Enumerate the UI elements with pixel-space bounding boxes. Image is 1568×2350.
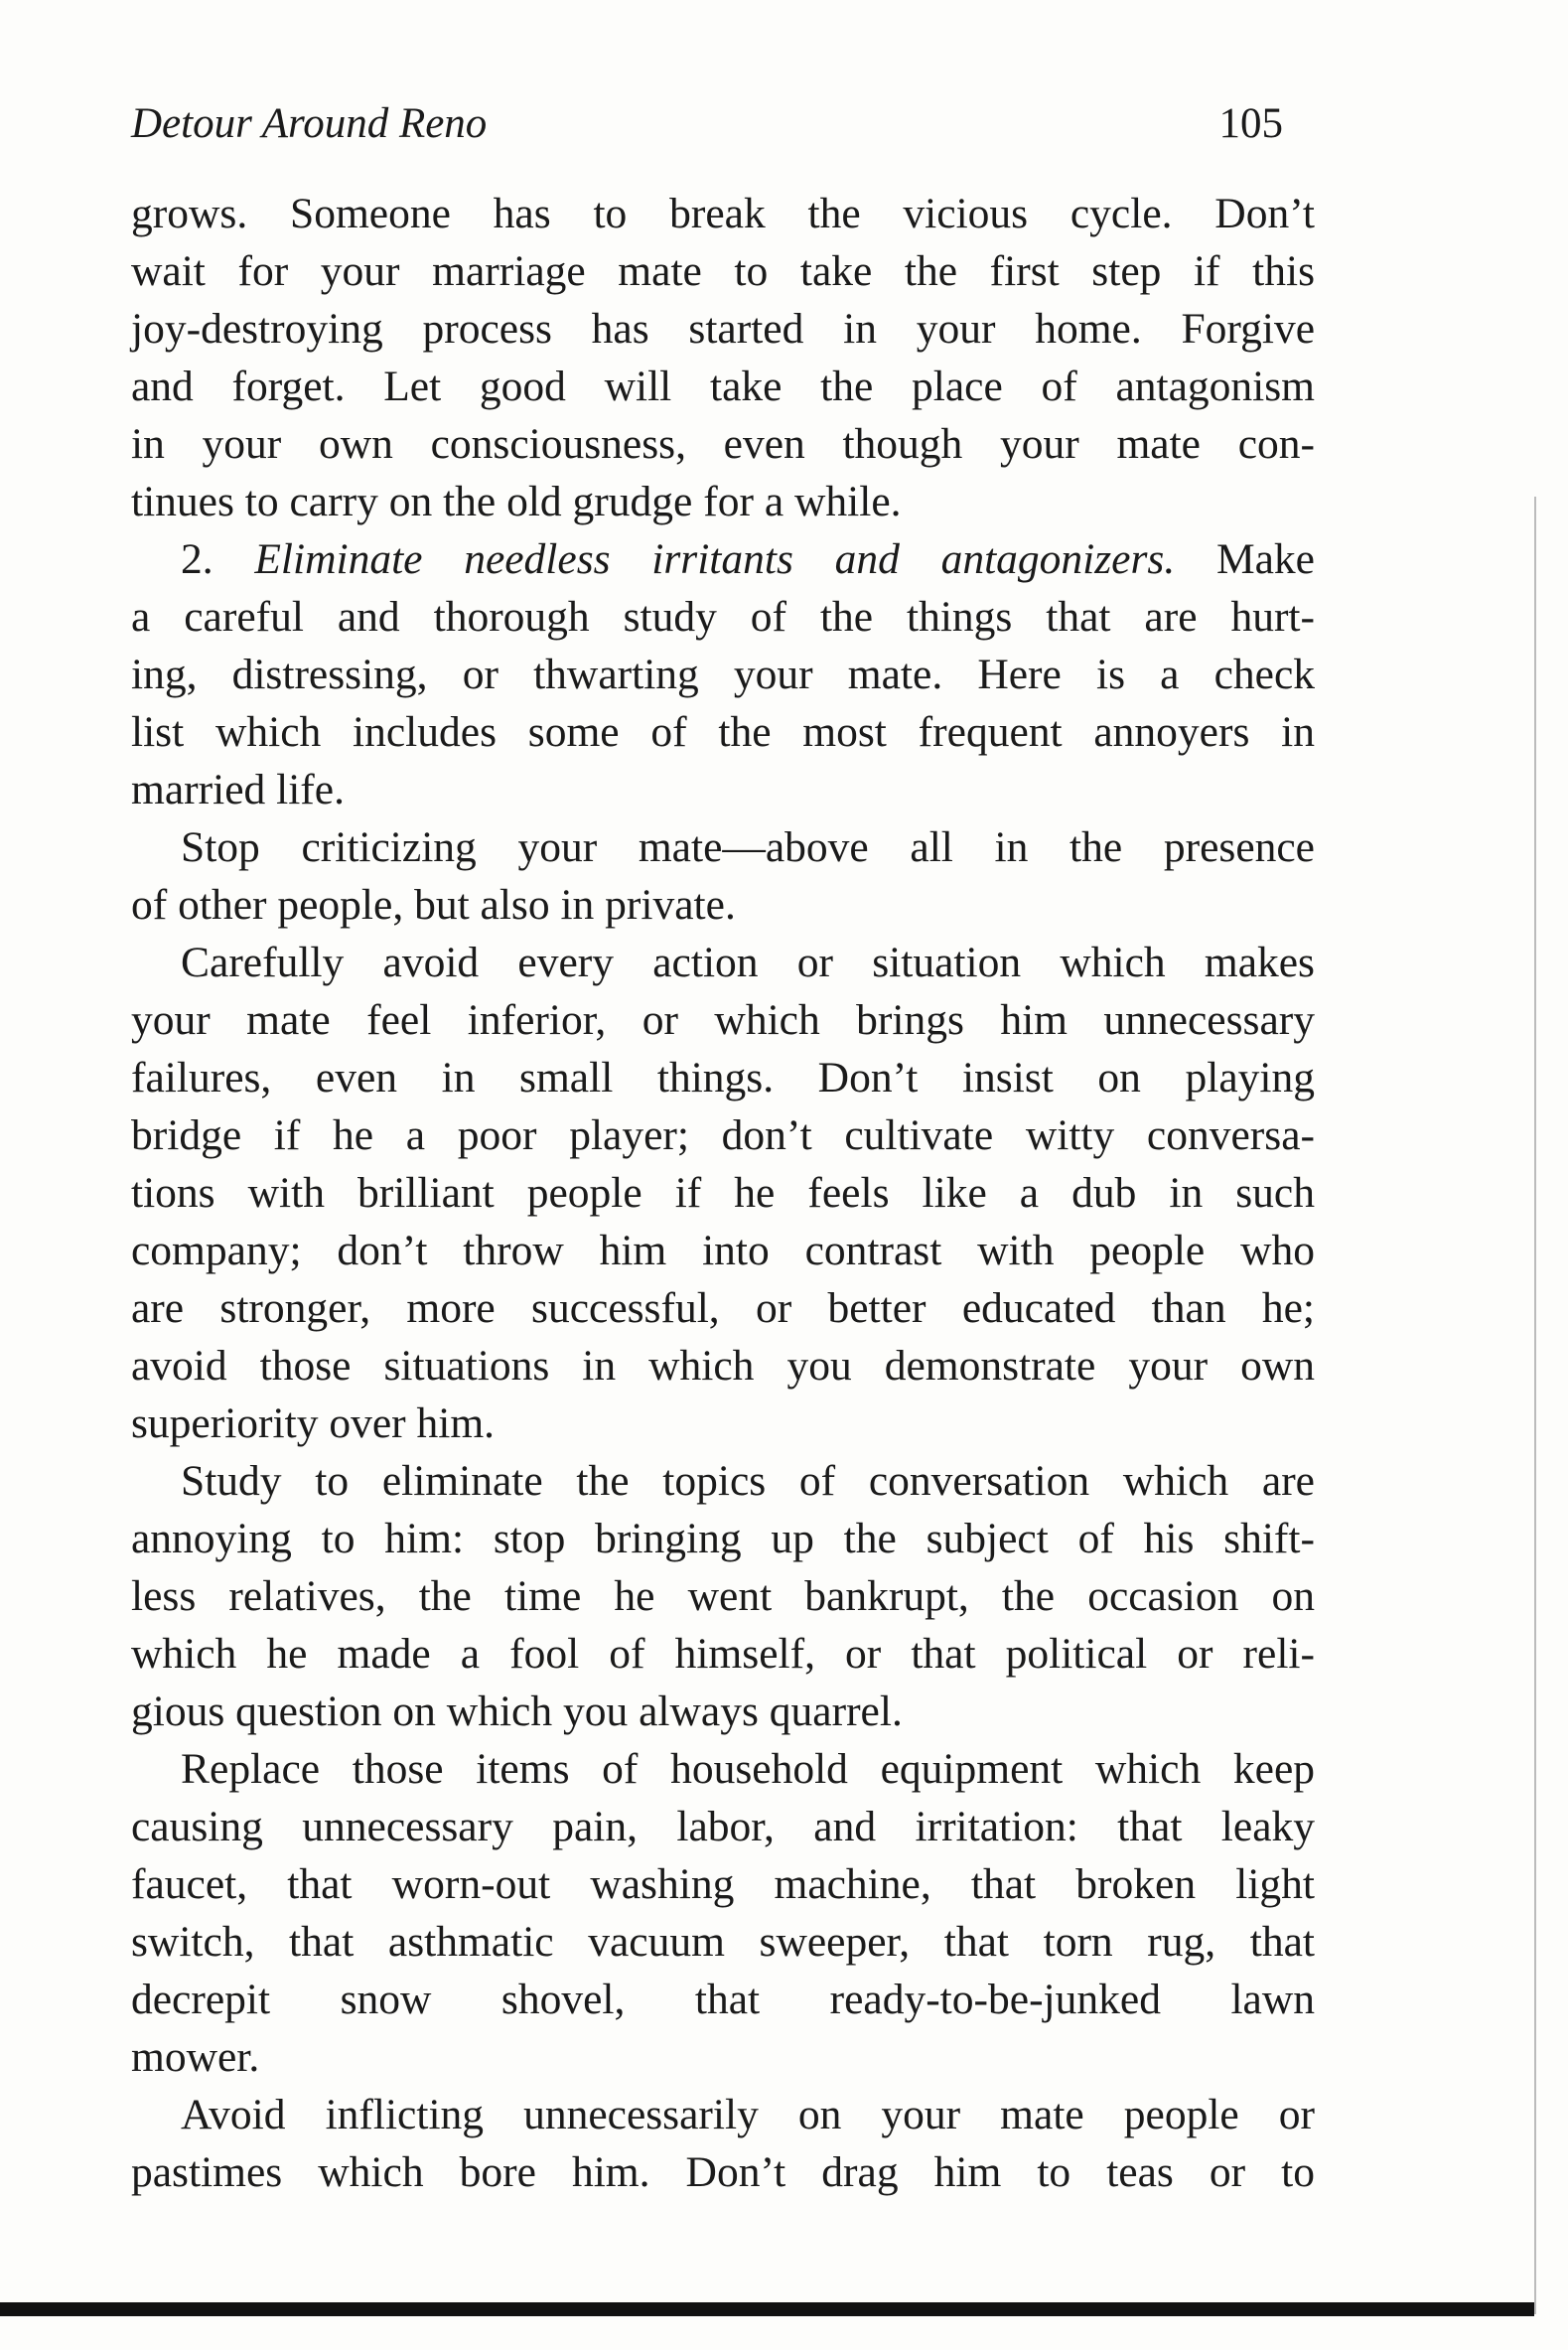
- line-text: tinues to carry on the old grudge for a while.: [131, 478, 902, 525]
- line-text: wait for your marriage mate to take the first step if this: [131, 247, 1315, 295]
- line-text: failures, even in small things. Don’t insist on playing: [131, 1054, 1315, 1102]
- line-text: pastimes which bore him. Don’t drag him to teas or to: [131, 2148, 1315, 2196]
- text-line: [131, 1913, 1315, 1971]
- line-text: ing, distressing, or thwarting your mate. Here is a check: [131, 651, 1315, 698]
- line-text: of other people, but also in private.: [131, 881, 736, 929]
- text-line: [131, 1395, 1315, 1452]
- text-line: [131, 1164, 1315, 1222]
- line-text: tions with brilliant people if he feels like a dub in such: [131, 1169, 1315, 1217]
- text-line: [131, 1683, 1315, 1740]
- line-text: a careful and thorough study of the things that are hurt-: [131, 593, 1315, 641]
- text-line: [131, 1855, 1315, 1913]
- text-line: [131, 818, 1315, 876]
- text-line: [131, 358, 1315, 415]
- text-line: [131, 588, 1315, 646]
- text-line: [131, 415, 1315, 473]
- text-line: [131, 761, 1315, 818]
- line-text: superiority over him.: [131, 1399, 496, 1447]
- line-text: switch, that asthmatic vacuum sweeper, that torn rug, that: [131, 1918, 1315, 1966]
- line-text: company; don’t throw him into contrast with people who: [131, 1227, 1315, 1274]
- line-text: are stronger, more successful, or better educated than he;: [131, 1284, 1315, 1332]
- text-line: [131, 185, 1315, 242]
- line-text: married life.: [131, 766, 345, 813]
- line-text: faucet, that worn-out washing machine, that broken light: [131, 1860, 1315, 1908]
- line-text: and forget. Let good will take the place of antagonism: [131, 363, 1315, 410]
- line-text: Make: [1175, 535, 1315, 583]
- line-text: which he made a fool of himself, or that political or reli-: [131, 1630, 1315, 1678]
- text-line: [131, 1106, 1315, 1164]
- text-line: [131, 1567, 1315, 1625]
- line-text: causing unnecessary pain, labor, and irritation: that leaky: [131, 1803, 1315, 1850]
- page-header: [131, 99, 1283, 159]
- text-line: [131, 2143, 1315, 2201]
- line-text: Study to eliminate the topics of conversation which are: [181, 1457, 1315, 1505]
- line-text: Avoid inflicting unnecessarily on your mate people or: [181, 2091, 1315, 2138]
- scan-right-edge: [1534, 497, 1536, 2314]
- line-text: grows. Someone has to break the vicious cycle. Don’t: [131, 190, 1315, 237]
- text-line: [131, 1798, 1315, 1855]
- text-line: [131, 934, 1315, 991]
- list-number: 2.: [181, 535, 255, 583]
- text-line: [131, 646, 1315, 703]
- text-line: [131, 703, 1315, 761]
- line-text: less relatives, the time he went bankrupt, the occasion on: [131, 1572, 1315, 1620]
- text-line: [131, 1510, 1315, 1567]
- scan-bottom-edge: [0, 2302, 1534, 2316]
- line-text: bridge if he a poor player; don’t cultivate witty conversa-: [131, 1111, 1315, 1159]
- text-line: [131, 876, 1315, 934]
- page-number: 105: [1218, 100, 1283, 147]
- line-text: decrepit snow shovel, that ready-to-be-junked lawn: [131, 1976, 1315, 2023]
- line-text: Stop criticizing your mate—above all in the presence: [181, 823, 1315, 871]
- text-line: [131, 300, 1315, 358]
- text-line: [131, 1279, 1315, 1337]
- line-text: Carefully avoid every action or situation which makes: [181, 939, 1315, 986]
- line-text: annoying to him: stop bringing up the subject of his shift-: [131, 1515, 1315, 1562]
- text-line: [131, 473, 1315, 530]
- line-text: mower.: [131, 2033, 260, 2081]
- running-title: Detour Around Reno: [131, 100, 488, 147]
- text-line: [131, 1049, 1315, 1106]
- body-text: [131, 185, 1315, 2201]
- text-line: [131, 1337, 1315, 1395]
- line-text: list which includes some of the most frequent annoyers in: [131, 708, 1315, 756]
- text-line: [131, 530, 1315, 588]
- text-line: [131, 2086, 1315, 2143]
- text-line: [131, 1625, 1315, 1683]
- line-text: gious question on which you always quarrel.: [131, 1688, 903, 1735]
- line-text: in your own consciousness, even though your mate con-: [131, 420, 1315, 468]
- line-text: avoid those situations in which you demonstrate your own: [131, 1342, 1315, 1390]
- text-line: [131, 1452, 1315, 1510]
- line-text: Replace those items of household equipment which keep: [181, 1745, 1315, 1793]
- text-line: [131, 1222, 1315, 1279]
- text-line: [131, 1740, 1315, 1798]
- text-line: [131, 1971, 1315, 2028]
- text-line: [131, 991, 1315, 1049]
- text-line: [131, 2028, 1315, 2086]
- line-text: joy-destroying process has started in your home. Forgive: [131, 305, 1315, 353]
- line-text: your mate feel inferior, or which brings him unnecessary: [131, 996, 1315, 1044]
- text-line: [131, 242, 1315, 300]
- italic-heading: Eliminate needless irritants and antagonizers.: [254, 535, 1176, 583]
